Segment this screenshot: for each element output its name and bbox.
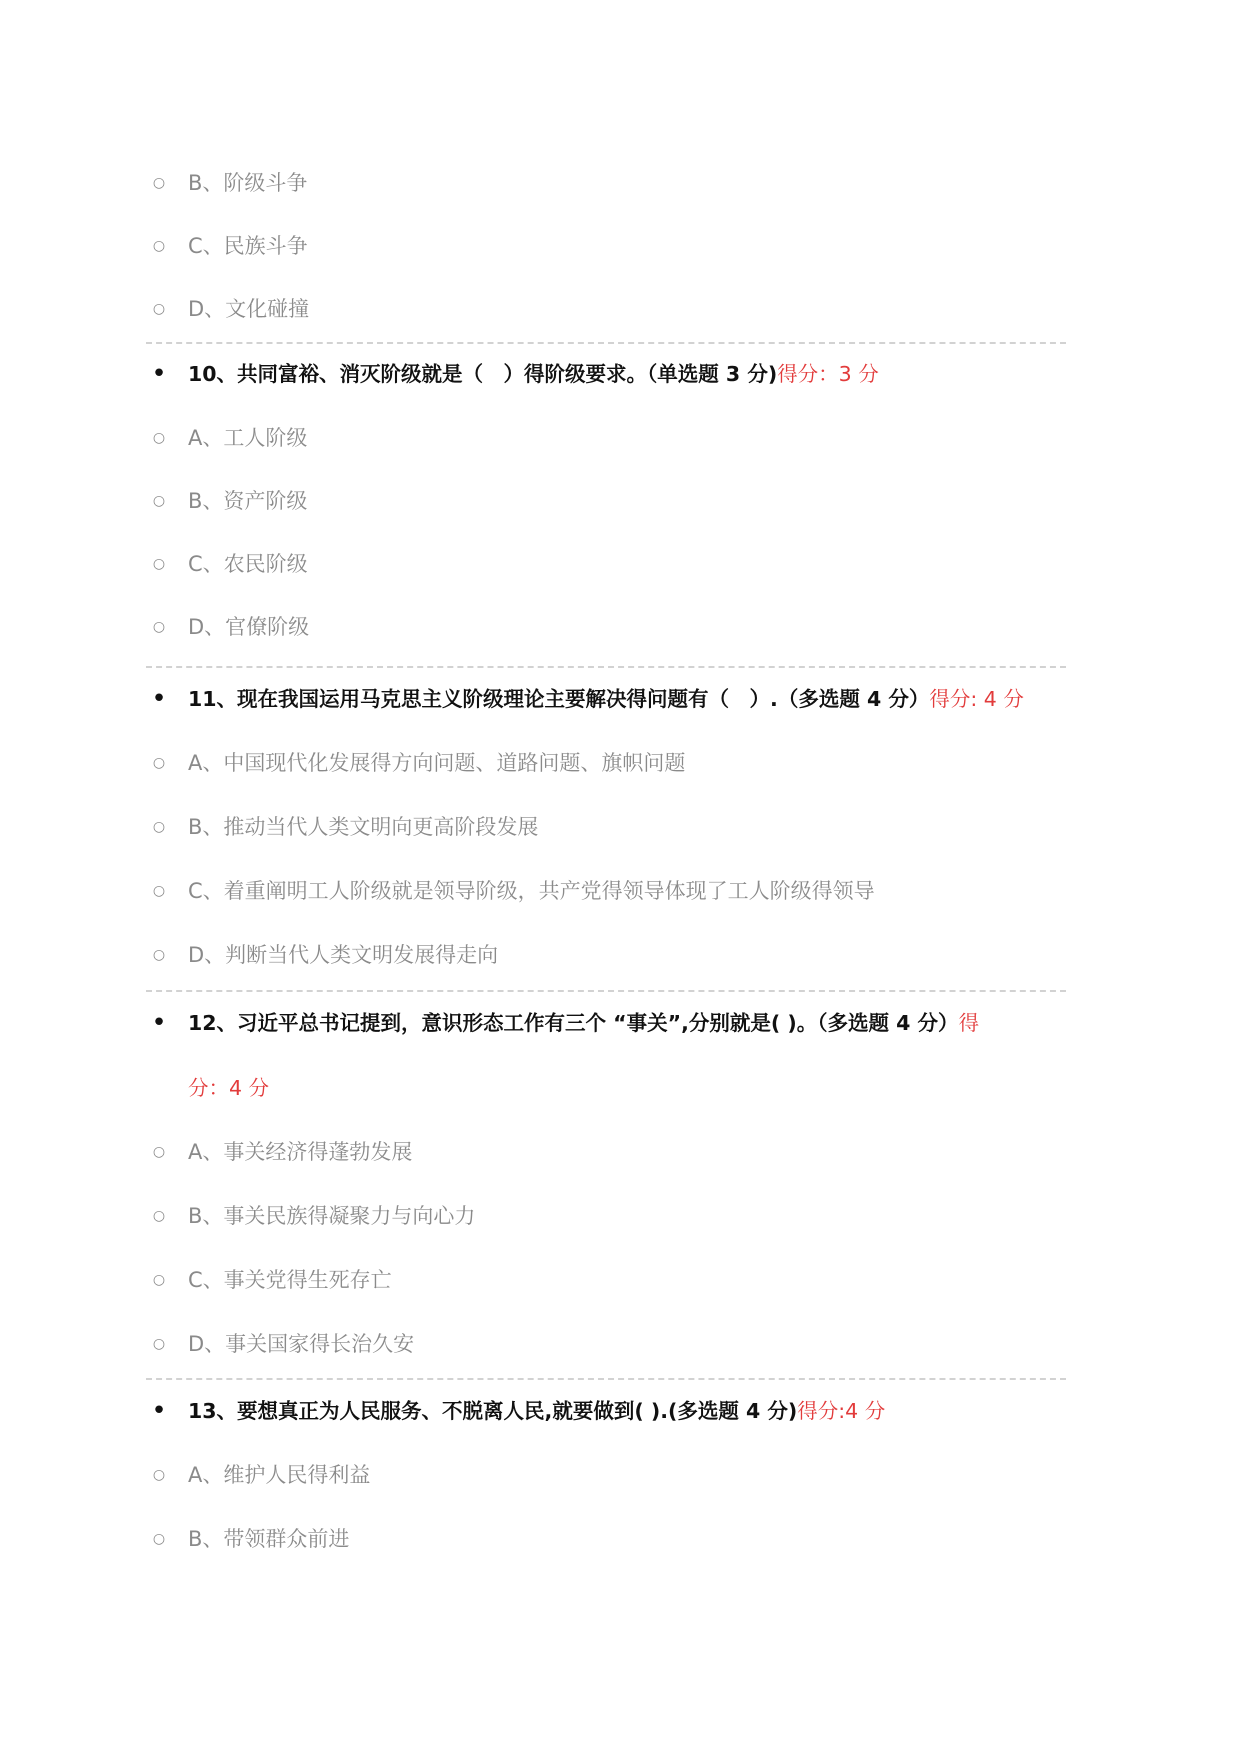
- option-text: C、着重阐明工人阶级就是领导阶级，共产党得领导体现了工人阶级得领导: [188, 879, 875, 903]
- option-text: A、维护人民得利益: [188, 1463, 371, 1487]
- hollow-bullet-icon: ○: [152, 238, 166, 254]
- dashed-divider: [146, 666, 1066, 668]
- option-text: A、事关经济得蓬勃发展: [188, 1140, 413, 1164]
- option-item: [148, 935, 1068, 975]
- question-text: 12、习近平总书记提到，意识形态工作有三个 “事关”,分别就是( )。（多选题 4 分）: [188, 1011, 959, 1035]
- option-item: [148, 807, 1068, 847]
- option-text: D、官僚阶级: [188, 615, 310, 639]
- option-text: B、事关民族得凝聚力与向心力: [188, 1204, 476, 1228]
- option-item: [148, 1519, 1068, 1559]
- option-text: A、中国现代化发展得方向问题、道路问题、旗帜问题: [188, 751, 686, 775]
- option-item: [148, 1260, 1068, 1300]
- hollow-bullet-icon: ○: [152, 301, 166, 317]
- option-item: [148, 163, 1068, 203]
- hollow-bullet-icon: ○: [152, 619, 166, 635]
- option-text: B、资产阶级: [188, 489, 308, 513]
- option-text: B、推动当代人类文明向更高阶段发展: [188, 815, 539, 839]
- question-10: [148, 354, 1068, 394]
- question-stem: [188, 1391, 885, 1431]
- hollow-bullet-icon: ○: [152, 947, 166, 963]
- option-text: C、农民阶级: [188, 552, 308, 576]
- option-text: D、判断当代人类文明发展得走向: [188, 943, 499, 967]
- option-item: [148, 1324, 1068, 1364]
- hollow-bullet-icon: ○: [152, 175, 166, 191]
- hollow-bullet-icon: ○: [152, 1144, 166, 1160]
- option-item: [148, 226, 1068, 266]
- hollow-bullet-icon: ○: [152, 883, 166, 899]
- question-stem: [188, 1003, 979, 1043]
- option-text: C、民族斗争: [188, 234, 308, 258]
- option-item: [148, 481, 1068, 521]
- option-item: [148, 607, 1068, 647]
- hollow-bullet-icon: ○: [152, 1531, 166, 1547]
- dashed-divider: [146, 990, 1066, 992]
- filled-bullet-icon: •: [151, 1396, 167, 1426]
- option-text: B、阶级斗争: [188, 171, 308, 195]
- option-text: D、文化碰撞: [188, 297, 310, 321]
- filled-bullet-icon: •: [151, 684, 167, 714]
- score-label: 得分: 4 分: [929, 687, 1024, 711]
- question-12: [148, 1003, 1068, 1043]
- hollow-bullet-icon: ○: [152, 755, 166, 771]
- question-text: 11、现在我国运用马克思主义阶级理论主要解决得问题有（ ）.（多选题 4 分）: [188, 687, 930, 711]
- question-text: 10、共同富裕、消灭阶级就是（ ）得阶级要求。（单选题 3 分): [188, 362, 778, 386]
- hollow-bullet-icon: ○: [152, 1336, 166, 1352]
- dashed-divider: [146, 342, 1066, 344]
- score-label: 得分：3 分: [777, 362, 879, 386]
- filled-bullet-icon: •: [151, 359, 167, 389]
- option-item: [148, 418, 1068, 458]
- hollow-bullet-icon: ○: [152, 819, 166, 835]
- option-text: B、带领群众前进: [188, 1527, 350, 1551]
- option-item: [148, 743, 1068, 783]
- question-text: 13、要想真正为人民服务、不脱离人民,就要做到( ).(多选题 4 分): [188, 1399, 798, 1423]
- question-stem: [188, 679, 1024, 719]
- hollow-bullet-icon: ○: [152, 556, 166, 572]
- question-11: [148, 679, 1068, 719]
- option-item: [148, 1455, 1068, 1495]
- question-13: [148, 1391, 1068, 1431]
- option-item: [148, 289, 1068, 329]
- filled-bullet-icon: •: [151, 1008, 167, 1038]
- option-item: [148, 871, 1068, 911]
- dashed-divider: [146, 1378, 1066, 1380]
- score-label: 得: [958, 1011, 980, 1035]
- option-text: A、工人阶级: [188, 426, 308, 450]
- score-label-continued: 分：4 分: [188, 1076, 270, 1100]
- option-text: C、事关党得生死存亡: [188, 1268, 392, 1292]
- score-label: 得分:4 分: [797, 1399, 886, 1423]
- hollow-bullet-icon: ○: [152, 1272, 166, 1288]
- hollow-bullet-icon: ○: [152, 1467, 166, 1483]
- hollow-bullet-icon: ○: [152, 1208, 166, 1224]
- option-item: [148, 1196, 1068, 1236]
- option-item: [148, 544, 1068, 584]
- option-item: [148, 1132, 1068, 1172]
- hollow-bullet-icon: ○: [152, 493, 166, 509]
- option-text: D、事关国家得长治久安: [188, 1332, 415, 1356]
- hollow-bullet-icon: ○: [152, 430, 166, 446]
- question-stem: [188, 354, 879, 394]
